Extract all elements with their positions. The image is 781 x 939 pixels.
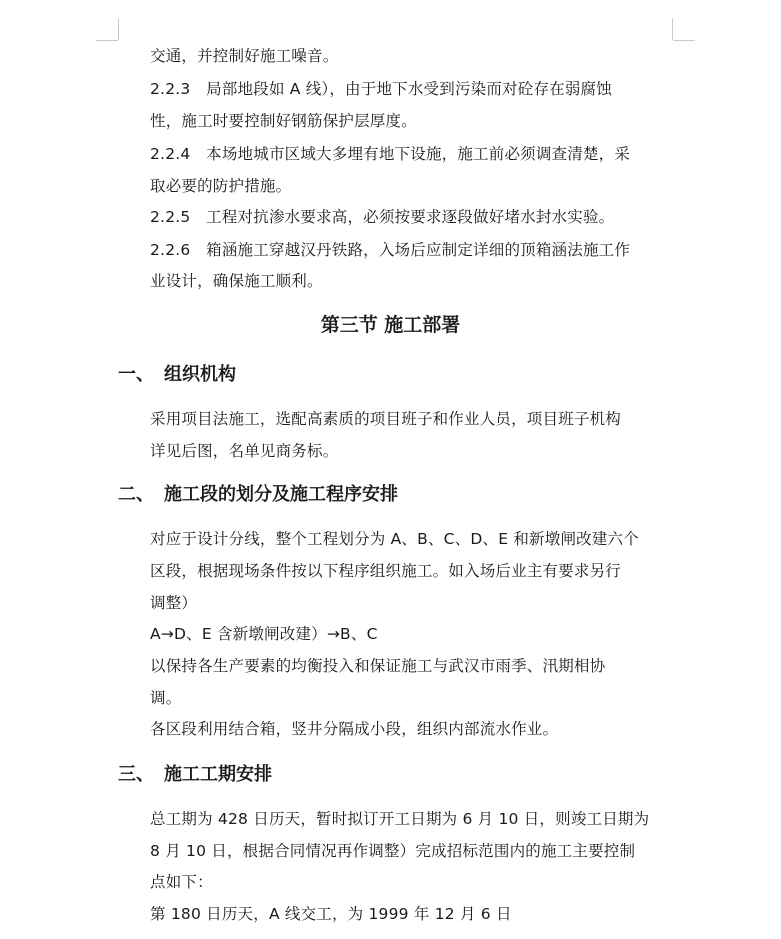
- body-text-line: 2.2.5 工程对抗渗水要求高，必须按要求逐段做好堵水封水实验。: [150, 208, 615, 226]
- body-text-line: 业设计，确保施工顺利。: [150, 272, 323, 290]
- subsection-heading: [118, 483, 398, 507]
- subsection-heading: [118, 763, 272, 787]
- body-text-line: 对应于设计分线，整个工程划分为 A、B、C、D、E 和新墩闸改建六个: [150, 530, 639, 548]
- crop-mark-top-right: [672, 18, 673, 40]
- body-text-line: 采用项目法施工，选配高素质的项目班子和作业人员，项目班子机构: [150, 410, 622, 428]
- body-text-line: A→D、E 含新墩闸改建）→B、C: [150, 625, 378, 643]
- body-text-line: 点如下：: [150, 873, 213, 891]
- crop-mark-top-left: [96, 40, 118, 41]
- body-text-line: 总工期为 428 日历天，暂时拟订开工日期为 6 月 10 日，则竣工日期为: [150, 810, 650, 828]
- subsection-number: 三、: [118, 764, 154, 785]
- section-title: 第三节 施工部署: [320, 314, 461, 336]
- crop-mark-top-left: [118, 18, 119, 40]
- subsection-number: 一、: [118, 364, 154, 385]
- body-text-line: 8 月 10 日，根据合同情况再作调整）完成招标范围内的施工主要控制: [150, 842, 636, 860]
- body-text-line: 2.2.6 箱涵施工穿越汉丹铁路，入场后应制定详细的顶箱涵法施工作: [150, 241, 631, 259]
- body-text-line: 交通，并控制好施工噪音。: [150, 47, 339, 65]
- body-text-line: 2.2.3 局部地段如 A 线），由于地下水受到污染而对砼存在弱腐蚀: [150, 80, 612, 98]
- subsection-title: 施工工期安排: [164, 764, 272, 785]
- body-text-line: 各区段利用结合箱，竖井分隔成小段，组织内部流水作业。: [150, 720, 559, 738]
- body-text-line: 性，施工时要控制好钢筋保护层厚度。: [150, 112, 417, 130]
- body-text-line: 以保持各生产要素的均衡投入和保证施工与武汉市雨季、汛期相协: [150, 657, 606, 675]
- body-text-line: 取必要的防护措施。: [150, 177, 292, 195]
- body-text-line: 2.2.4 本场地城市区域大多埋有地下设施，施工前必须调查清楚，采: [150, 145, 631, 163]
- body-text-line: 区段，根据现场条件按以下程序组织施工。如入场后业主有要求另行: [150, 562, 622, 580]
- crop-mark-top-right: [673, 40, 695, 41]
- body-text-line: 调整）: [150, 594, 198, 612]
- subsection-title: 施工段的划分及施工程序安排: [164, 484, 398, 505]
- subsection-number: 二、: [118, 484, 154, 505]
- body-text-line: 调。: [150, 689, 182, 707]
- body-text-line: 详见后图，名单见商务标。: [150, 442, 339, 460]
- body-text-line: 第 180 日历天，A 线交工，为 1999 年 12 月 6 日: [150, 905, 512, 923]
- subsection-heading: [118, 363, 236, 387]
- subsection-title: 组织机构: [164, 364, 236, 385]
